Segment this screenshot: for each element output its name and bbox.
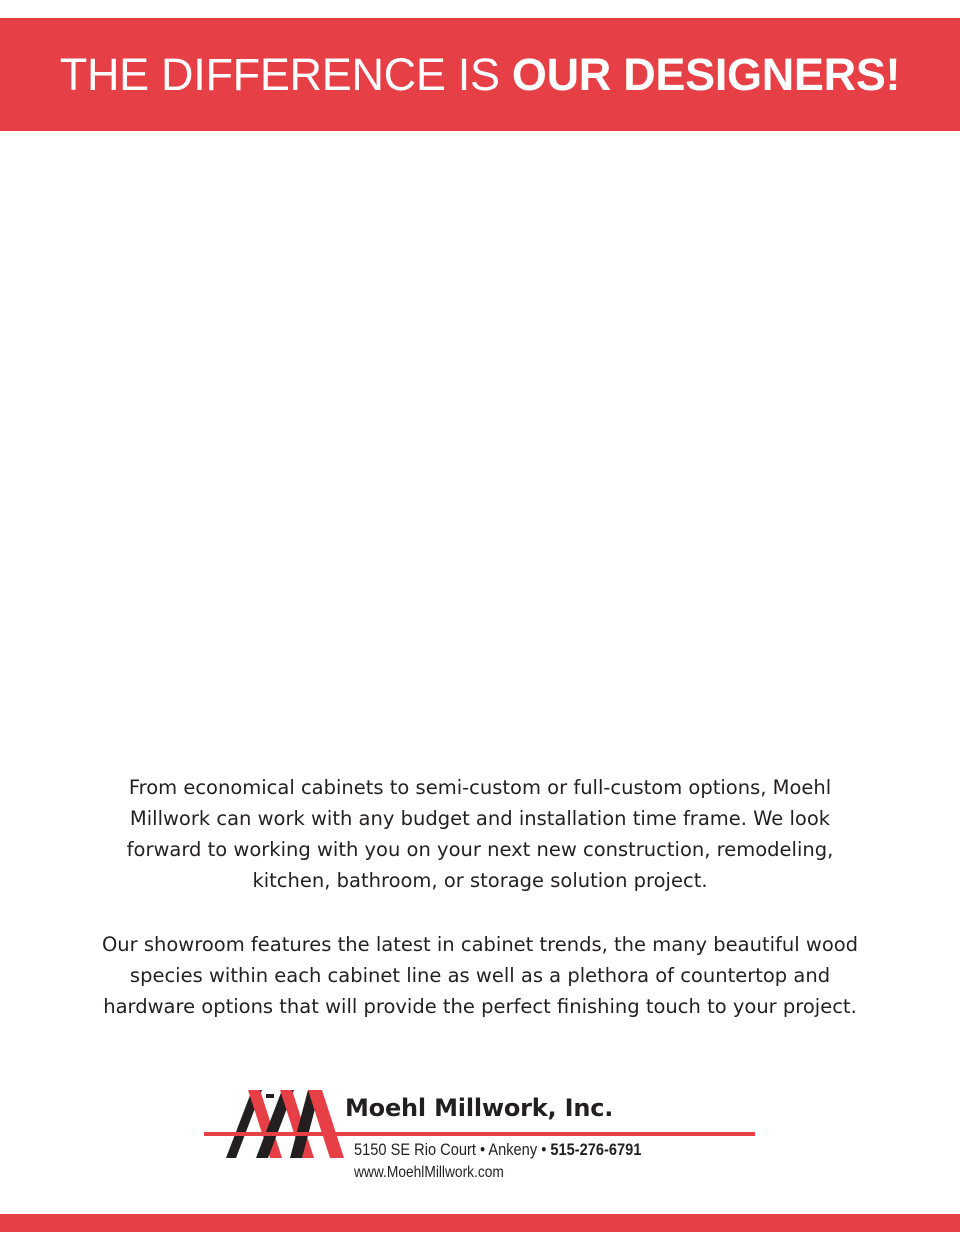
- logo-divider-rule: [204, 1132, 755, 1136]
- header-banner: [0, 18, 960, 131]
- showroom-paragraph: [60, 929, 900, 1022]
- company-name: Moehl Millwork, Inc.: [345, 1094, 614, 1122]
- intro-paragraph: [60, 772, 900, 896]
- city: Ankeny: [488, 1140, 538, 1159]
- address-line: [354, 1140, 641, 1160]
- footer-bar: [0, 1214, 960, 1232]
- intro-line: Millwork can work with any budget and installation time frame. We look: [129, 807, 831, 830]
- phone-number: 515-276-6791: [550, 1140, 642, 1159]
- headline-regular-part: THE DIFFERENCE IS: [59, 49, 512, 100]
- double-m-monogram-icon: [204, 1088, 344, 1160]
- headline: [59, 49, 901, 100]
- showroom-line: species within each cabinet line as well as a plethora of countertop and: [129, 964, 831, 987]
- street-address: 5150 SE Rio Court: [354, 1140, 476, 1159]
- intro-line: forward to working with you on your next new construction, remodeling,: [126, 838, 834, 861]
- showroom-line: hardware options that will provide the perfect finishing touch to your project.: [103, 995, 857, 1018]
- bullet-separator: •: [541, 1140, 547, 1159]
- showroom-line: Our showroom features the latest in cabinet trends, the many beautiful wood: [101, 933, 859, 956]
- company-logo: [204, 1088, 764, 1188]
- website-address: www.MoehlMillwork.com: [354, 1164, 504, 1181]
- intro-line: From economical cabinets to semi-custom or full-custom options, Moehl: [128, 776, 832, 799]
- intro-line: kitchen, bathroom, or storage solution project.: [252, 869, 708, 892]
- headline-bold-part: OUR DESIGNERS!: [511, 49, 901, 100]
- bullet-separator: •: [479, 1140, 486, 1159]
